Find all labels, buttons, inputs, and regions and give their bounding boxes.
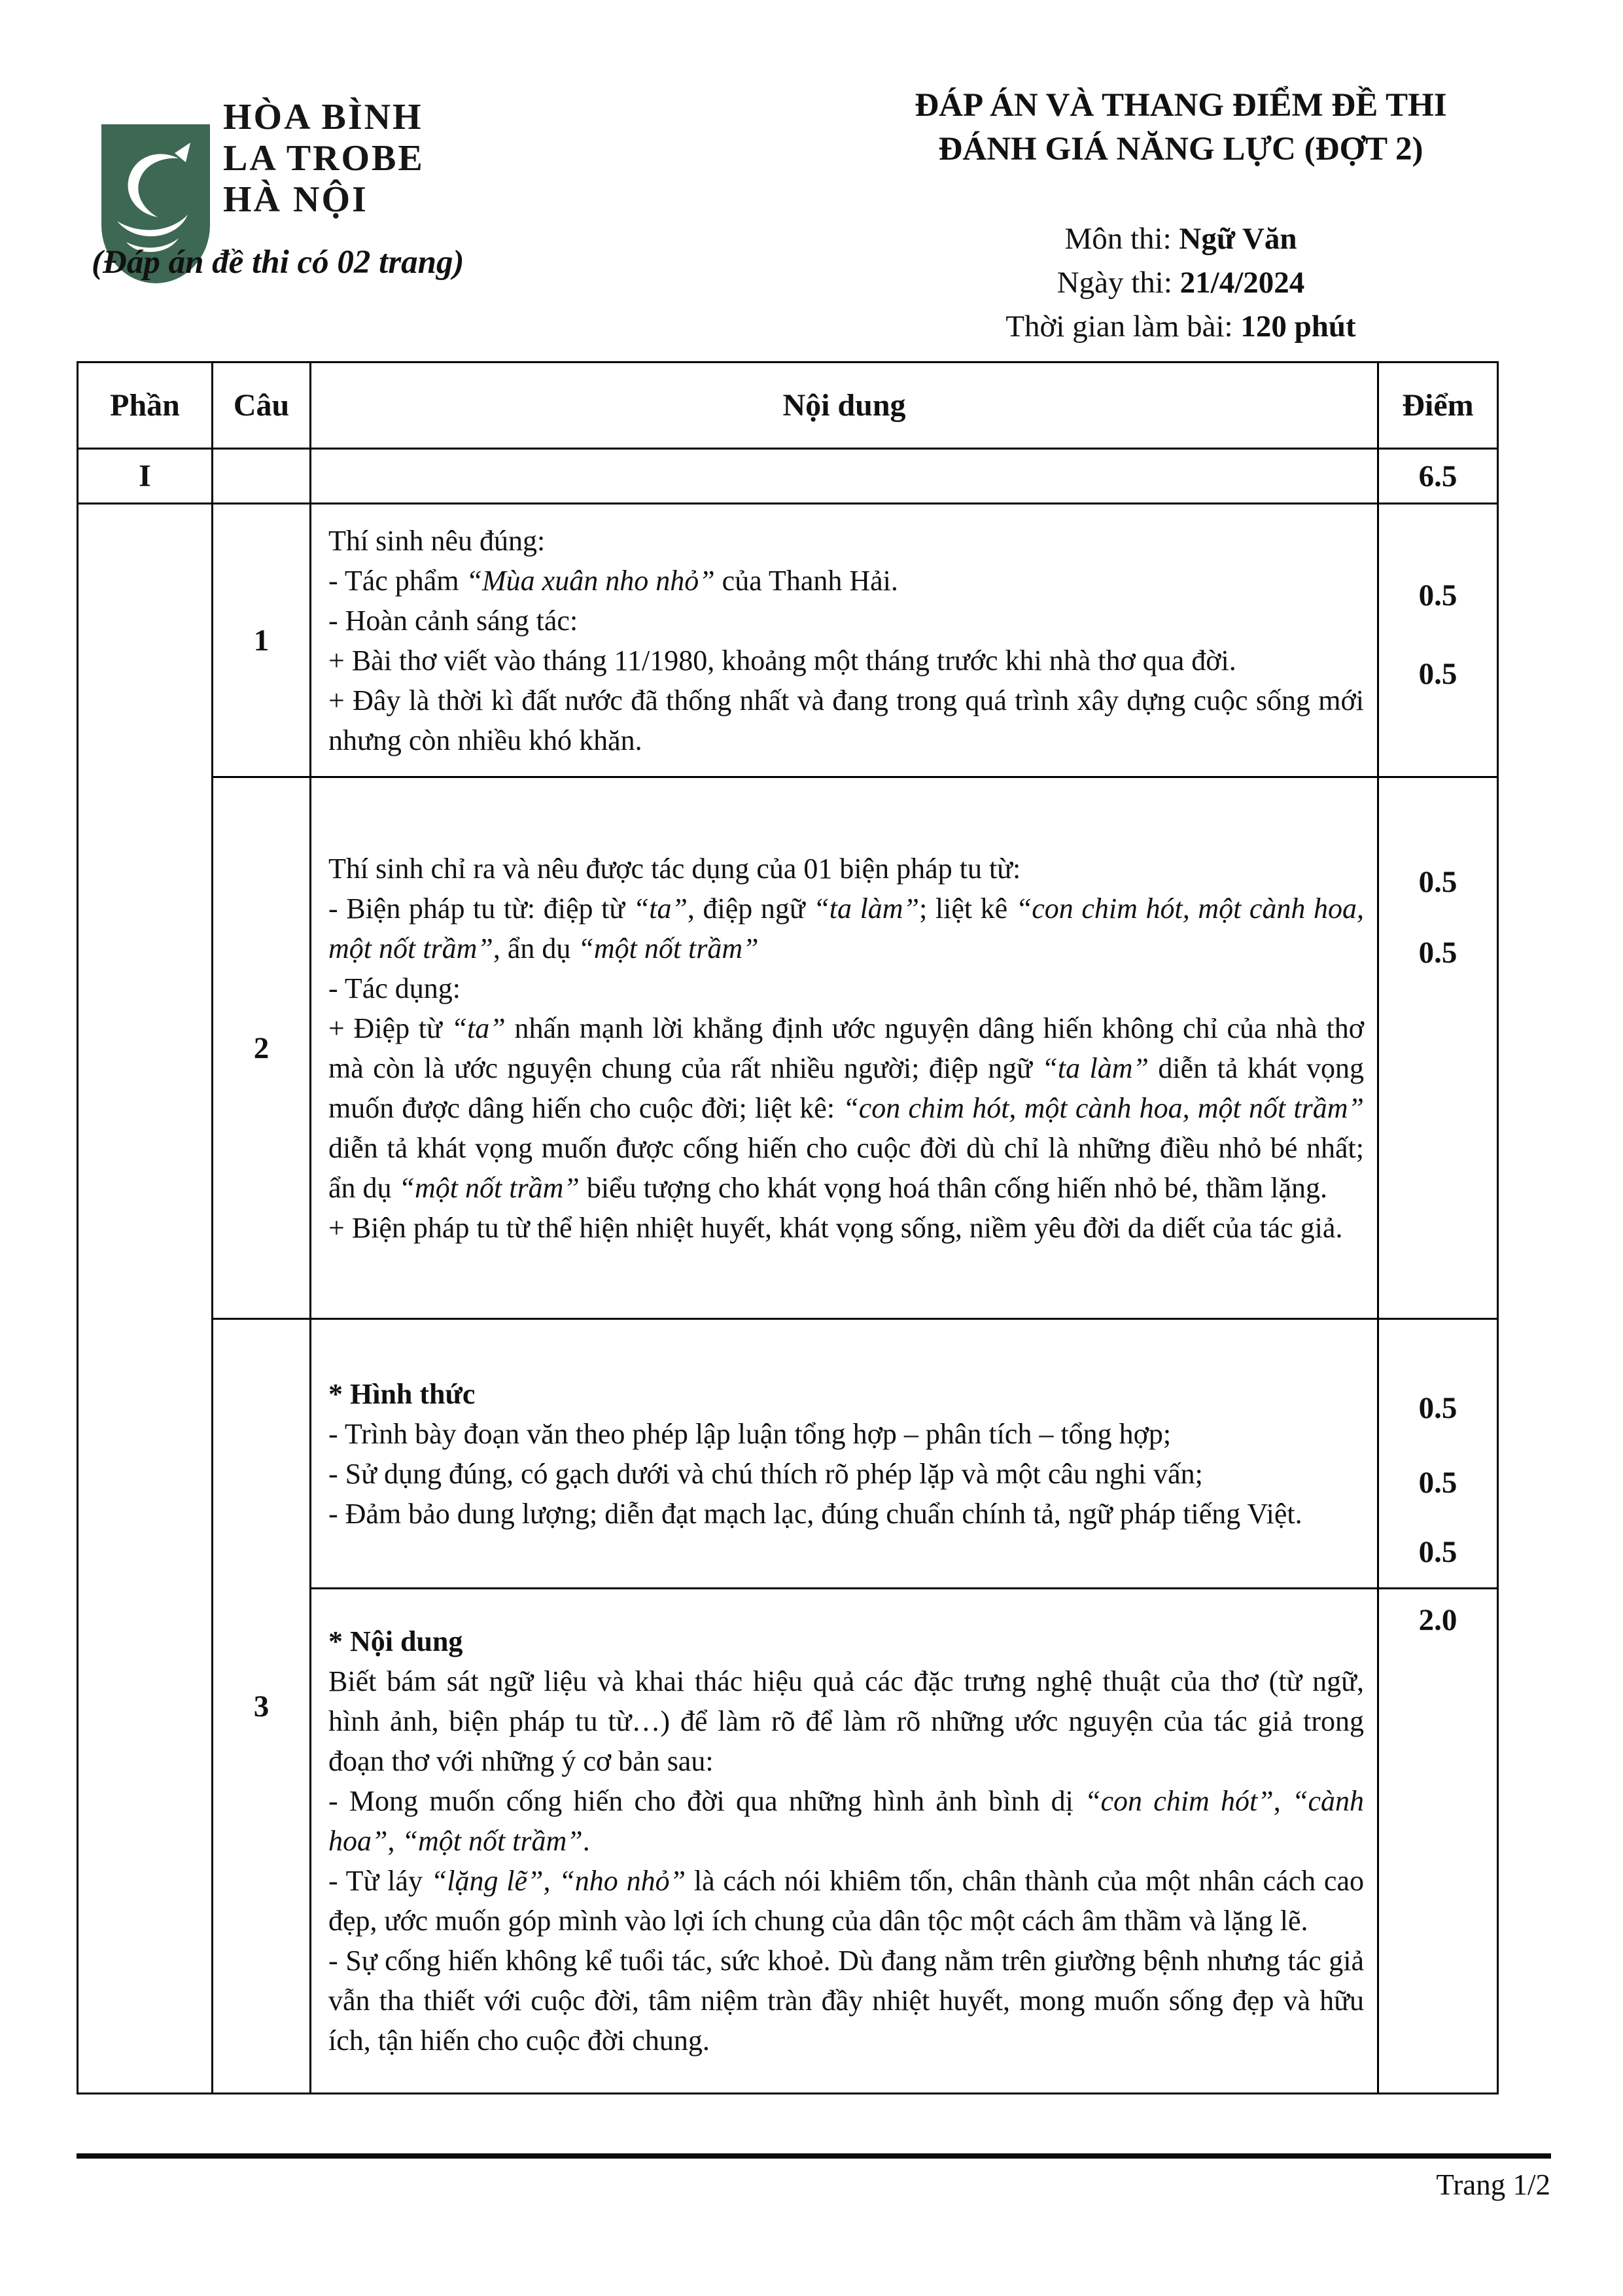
score-value: 0.5 bbox=[1418, 1391, 1457, 1425]
duration-label: Thời gian làm bài: bbox=[1005, 309, 1241, 344]
doc-title-line2: ĐÁNH GIÁ NĂNG LỰC (ĐỢT 2) bbox=[938, 131, 1423, 168]
section-cau-empty bbox=[213, 449, 311, 504]
exam-info bbox=[733, 217, 1623, 349]
score-value: 0.5 bbox=[1418, 936, 1457, 970]
date-label: Ngày thi: bbox=[1056, 266, 1180, 300]
duration-line bbox=[733, 305, 1623, 349]
score-value: 0.5 bbox=[1418, 1466, 1457, 1500]
answer-content: Thí sinh nêu đúng: - Tác phẩm “Mùa xuân nho nhỏ” của Thanh Hải. - Hoàn cảnh sáng tác: + Bài thơ viết vào tháng 11/1980, khoảng một tháng trước khi nhà thơ qua đời. + Đây là thời kì đất nước đã thống nhất và đang trong quá trình xây dựng cuộc sống mới nhưng còn nhiều khó khăn. bbox=[311, 504, 1378, 777]
page-count-note: (Đáp án đề thi có 02 trang) bbox=[92, 244, 464, 281]
answer-key-table bbox=[77, 361, 1499, 2094]
section-row bbox=[78, 449, 1498, 504]
question-number: 2 bbox=[213, 777, 311, 1319]
page-number: Trang 1/2 bbox=[1436, 2168, 1550, 2201]
score-cell bbox=[1378, 1589, 1498, 2094]
score-value: 0.5 bbox=[1418, 657, 1457, 691]
subject-line bbox=[733, 217, 1623, 261]
date-line bbox=[733, 261, 1623, 305]
section-content-empty bbox=[311, 449, 1378, 504]
question-number: 1 bbox=[213, 504, 311, 777]
logo-line-2: LA TROBE bbox=[223, 138, 425, 179]
table-header-row bbox=[78, 362, 1498, 449]
footer-rule bbox=[77, 2153, 1551, 2159]
subject-label: Môn thi: bbox=[1064, 222, 1179, 256]
score-value: 0.5 bbox=[1418, 1535, 1457, 1569]
score-value: 0.5 bbox=[1418, 865, 1457, 899]
score-value: 0.5 bbox=[1418, 578, 1457, 612]
doc-title-line1: ĐÁP ÁN VÀ THANG ĐIỂM ĐỀ THI bbox=[915, 87, 1447, 124]
section-score: 6.5 bbox=[1378, 449, 1498, 504]
question-number: 3 bbox=[213, 1319, 311, 2094]
document-header bbox=[733, 84, 1623, 349]
col-header-phan: Phần bbox=[78, 362, 213, 449]
phan-span-cell bbox=[78, 504, 213, 2094]
score-cell bbox=[1378, 504, 1498, 777]
school-name bbox=[223, 97, 425, 221]
logo-line-3: HÀ NỘI bbox=[223, 179, 368, 220]
score-cell bbox=[1378, 1319, 1498, 1589]
duration-value: 120 phút bbox=[1240, 309, 1356, 344]
table-row bbox=[78, 1319, 1498, 1589]
subject-value: Ngữ Văn bbox=[1179, 222, 1297, 256]
answer-content: * Nội dung Biết bám sát ngữ liệu và khai thác hiệu quả các đặc trưng nghệ thuật của thơ (từ ngữ, hình ảnh, biện pháp tu từ…) để làm rõ để làm rõ những ước nguyện của tác giả trong đoạn thơ với những ý cơ bản sau: - Mong muốn cống hiến cho đời qua những hình ảnh bình dị “con chim hót”, “cành hoa”, “một nốt trầm”. - Từ láy “lặng lẽ”, “nho nhỏ” là cách nói khiêm tốn, chân thành của một nhân cách cao đẹp, ước muốn góp mình vào lợi ích chung của dân tộc một cách âm thầm và lặng lẽ. - Sự cống hiến không kể tuổi tác, sức khoẻ. Dù đang nằm trên giường bệnh nhưng tác giả vẫn tha thiết với cuộc đời, tâm niệm tràn đầy nhiệt huyết, mong muốn sống đẹp và hữu ích, tận hiến cho cuộc đời chung. bbox=[311, 1589, 1378, 2094]
logo-line-1: HÒA BÌNH bbox=[223, 97, 423, 137]
answer-content: Thí sinh chỉ ra và nêu được tác dụng của 01 biện pháp tu từ: - Biện pháp tu từ: điệp từ “ta”, điệp ngữ “ta làm”; liệt kê “con chim hót, một cành hoa, một nốt trầm”, ẩn dụ “một nốt trầm” - Tác dụng: + Điệp từ “ta” nhấn mạnh lời khẳng định ước nguyện dâng hiến không chỉ của nhà thơ mà còn là ước nguyện chung của rất nhiều người; điệp ngữ “ta làm” diễn tả khát vọng muốn được dâng hiến cho cuộc đời; liệt kê: “con chim hót, một cành hoa, một nốt trầm” diễn tả khát vọng muốn được cống hiến cho cuộc đời dù chỉ là những điều nhỏ bé nhất; ẩn dụ “một nốt trầm” biểu tượng cho khát vọng hoá thân cống hiến nhỏ bé, thầm lặng. + Biện pháp tu từ thể hiện nhiệt huyết, khát vọng sống, niềm yêu đời da diết của tác giả. bbox=[311, 777, 1378, 1319]
col-header-cau: Câu bbox=[213, 362, 311, 449]
col-header-noidung: Nội dung bbox=[311, 362, 1378, 449]
table-row bbox=[78, 504, 1498, 777]
score-cell bbox=[1378, 777, 1498, 1319]
section-label: I bbox=[78, 449, 213, 504]
answer-content: * Hình thức - Trình bày đoạn văn theo phép lập luận tổng hợp – phân tích – tổng hợp; - Sử dụng đúng, có gạch dưới và chú thích rõ phép lặp và một câu nghi vấn; - Đảm bảo dung lượng; diễn đạt mạch lạc, đúng chuẩn chính tả, ngữ pháp tiếng Việt. bbox=[311, 1319, 1378, 1589]
col-header-diem: Điểm bbox=[1378, 362, 1498, 449]
score-value: 2.0 bbox=[1418, 1603, 1457, 1637]
date-value: 21/4/2024 bbox=[1179, 266, 1305, 300]
table-row bbox=[78, 777, 1498, 1319]
